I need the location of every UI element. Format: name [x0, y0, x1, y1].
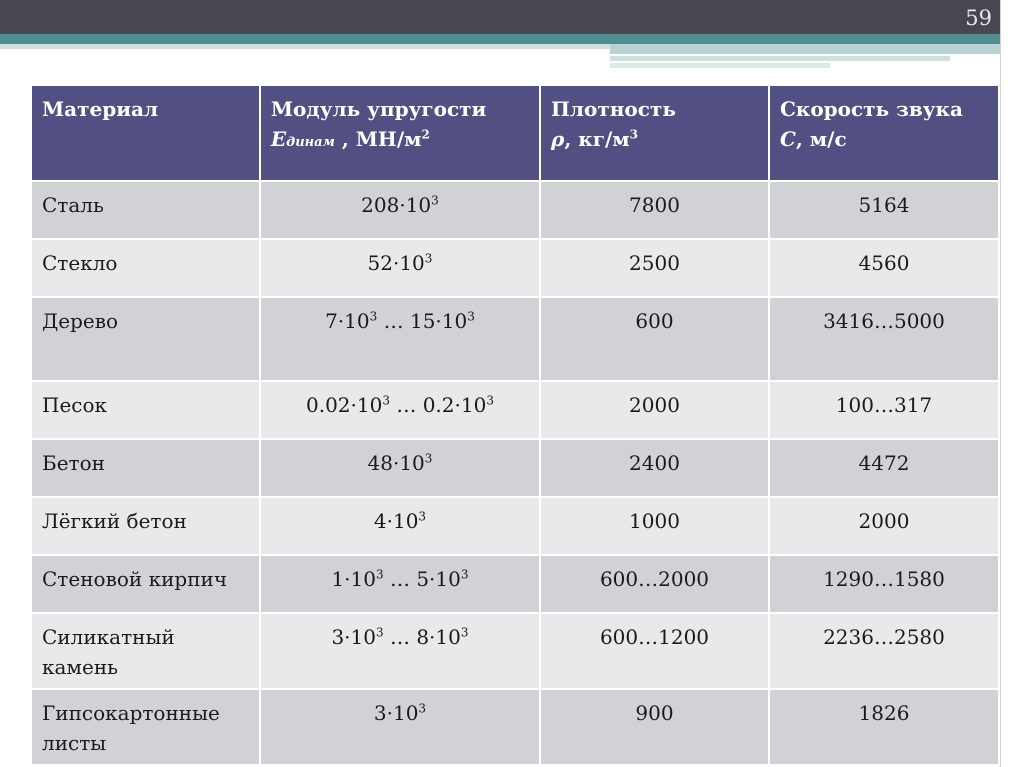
cell-speed: 1826: [769, 689, 999, 765]
header-stripe: [610, 63, 830, 68]
cell-speed: 5164: [769, 181, 999, 239]
header-stripe: [610, 56, 950, 61]
cell-material: Гипсокартонные листы: [31, 689, 260, 765]
header-stripe: [0, 34, 1000, 44]
cell-modulus: $1\cdot 10^3$ … $5\cdot 10^3$: [260, 555, 540, 613]
cell-density: 1000: [540, 497, 769, 555]
right-frame: [1000, 0, 1024, 767]
header-density-symbol: ρ: [551, 127, 565, 151]
cell-material: Бетон: [31, 439, 260, 497]
header-modulus-unit-power: 2: [421, 127, 430, 142]
cell-material: Сталь: [31, 181, 260, 239]
header-sound-symbol: С: [779, 127, 796, 151]
header-sound-speed: [769, 85, 999, 181]
cell-density: 2400: [540, 439, 769, 497]
header-modulus-label: Модуль упругости: [270, 97, 487, 121]
cell-material: Песок: [31, 381, 260, 439]
cell-material: Лёгкий бетон: [31, 497, 260, 555]
cell-density: 7800: [540, 181, 769, 239]
table-row: [31, 555, 999, 613]
cell-density: 600…2000: [540, 555, 769, 613]
cell-speed: 4472: [769, 439, 999, 497]
table-row: [31, 689, 999, 765]
table-header-row: [31, 85, 999, 181]
header-sound-label: Скорость звука: [779, 97, 963, 121]
cell-material: Дерево: [31, 297, 260, 381]
cell-density: 600: [540, 297, 769, 381]
cell-speed: 100…317: [769, 381, 999, 439]
cell-material: Силикатный камень: [31, 613, 260, 689]
cell-modulus: $7\cdot 10^3$ … $15\cdot 10^3$: [260, 297, 540, 381]
header-stripe: [0, 44, 610, 49]
cell-material: Стеновой кирпич: [31, 555, 260, 613]
cell-speed: 2236…2580: [769, 613, 999, 689]
cell-modulus: $3\cdot 10^3$ … $8\cdot 10^3$: [260, 613, 540, 689]
header-material: [31, 85, 260, 181]
materials-table: [30, 84, 1000, 766]
materials-table-container: [30, 84, 1000, 766]
cell-material: Стекло: [31, 239, 260, 297]
cell-modulus: $4\cdot 10^3$: [260, 497, 540, 555]
header-modulus: [260, 85, 540, 181]
table-row: [31, 381, 999, 439]
table-row: [31, 497, 999, 555]
cell-density: 2000: [540, 381, 769, 439]
cell-modulus: $0.02\cdot 10^3$ … $0.2\cdot 10^3$: [260, 381, 540, 439]
table-row: [31, 181, 999, 239]
table-row: [31, 439, 999, 497]
page-number: 59: [965, 6, 992, 30]
cell-modulus: $3\cdot 10^3$: [260, 689, 540, 765]
header-density: [540, 85, 769, 181]
header-stripe: [610, 44, 1000, 54]
header-modulus-symbol: E: [270, 127, 287, 151]
cell-density: 2500: [540, 239, 769, 297]
cell-modulus: $208\cdot 10^3$: [260, 181, 540, 239]
header-modulus-unit: , МН/м: [334, 127, 422, 151]
header-sound-unit: , м/с: [795, 127, 847, 151]
cell-modulus: $48\cdot 10^3$: [260, 439, 540, 497]
header-density-label: Плотность: [551, 97, 676, 121]
top-header-bar: [0, 0, 1024, 34]
cell-density: 600…1200: [540, 613, 769, 689]
header-density-unit-power: 3: [629, 127, 639, 142]
header-modulus-subscript: динам: [286, 135, 335, 150]
cell-speed: 4560: [769, 239, 999, 297]
cell-speed: 3416…5000: [769, 297, 999, 381]
cell-density: 900: [540, 689, 769, 765]
header-material-label: Материал: [42, 97, 159, 121]
table-row: [31, 297, 999, 381]
table-row: [31, 613, 999, 689]
cell-speed: 2000: [769, 497, 999, 555]
header-density-unit: , кг/м: [564, 127, 630, 151]
cell-modulus: $52\cdot 10^3$: [260, 239, 540, 297]
cell-speed: 1290…1580: [769, 555, 999, 613]
table-row: [31, 239, 999, 297]
